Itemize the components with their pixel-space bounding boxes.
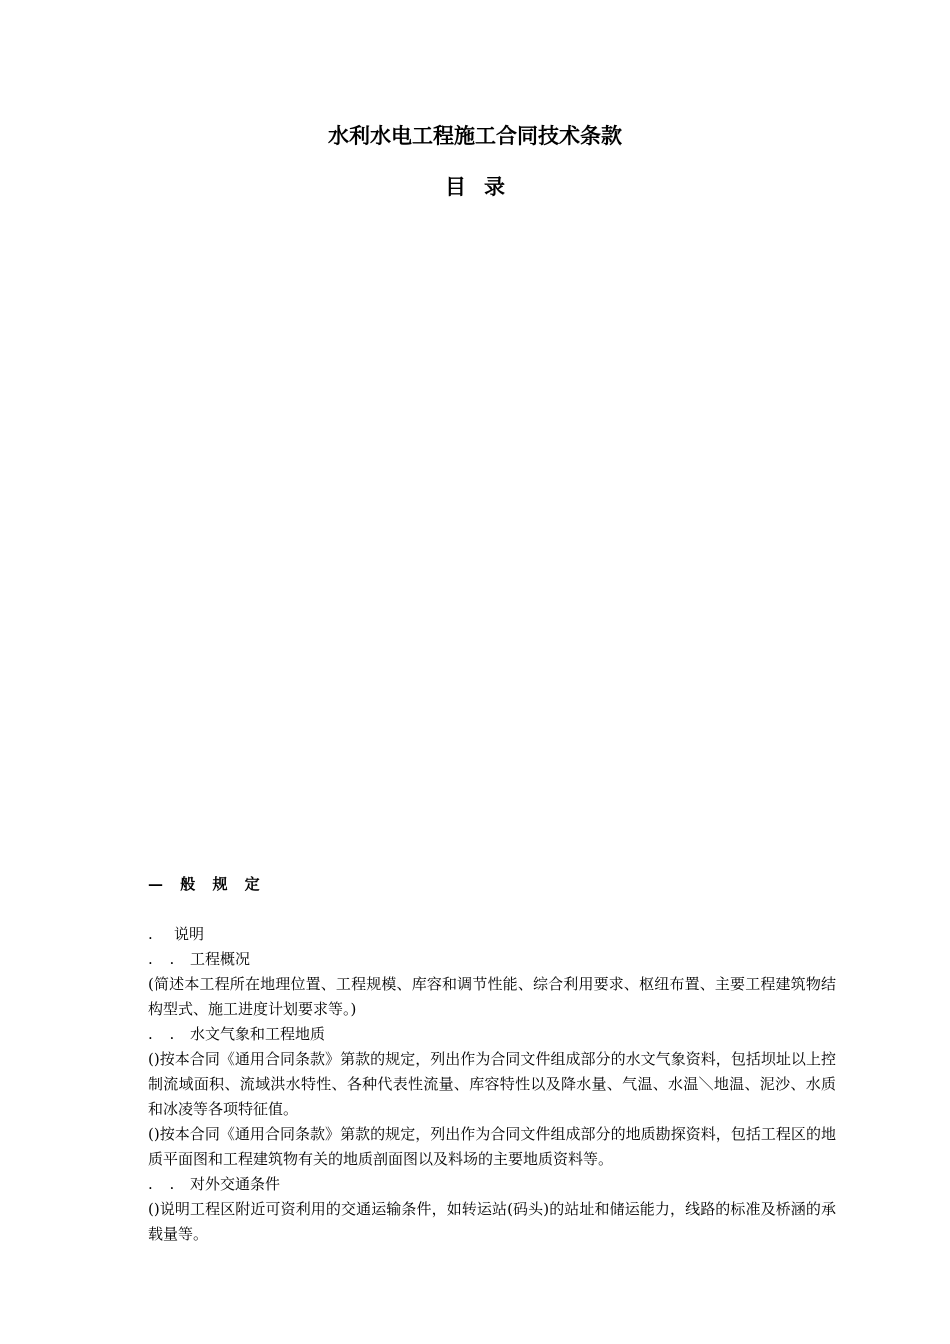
subsection-number: . .: [148, 1025, 181, 1043]
section-number: .: [148, 925, 159, 943]
subsection-heading-overview: [148, 947, 836, 972]
subsection-title: 工程概况: [190, 950, 251, 968]
subsection-number: . .: [148, 950, 181, 968]
chapter-heading: — 般 规 定: [148, 875, 266, 893]
paragraph-hydrology-data: ()按本合同《通用合同条款》第款的规定，列出作为合同文件组成部分的水文气象资料，包括坝址以上控制流域面积、流域洪水特性、各种代表性流量、库容特性以及降水量、气温、水温＼地温、泥沙、水质和冰凌等各项特征值。: [148, 1050, 836, 1118]
subsection-title: 水文气象和工程地质: [190, 1025, 326, 1043]
document-title: 水利水电工程施工合同技术条款: [328, 124, 622, 148]
section-heading-description: [148, 922, 836, 947]
subsection-heading-hydrology: [148, 1022, 836, 1047]
table-of-contents-title: 目录: [445, 175, 523, 199]
subsection-number: . .: [148, 1175, 181, 1193]
paragraph-transport-conditions: ()说明工程区附近可资利用的交通运输条件，如转运站(码头)的站址和储运能力，线路的标准及桥涵的承载量等。: [148, 1200, 836, 1243]
paragraph-geology-data: ()按本合同《通用合同条款》第款的规定，列出作为合同文件组成部分的地质勘探资料，包括工程区的地质平面图和工程建筑物有关的地质剖面图以及料场的主要地质资料等。: [148, 1125, 836, 1168]
paragraph-project-overview: (简述本工程所在地理位置、工程规模、库容和调节性能、综合利用要求、枢纽布置、主要工程建筑物结构型式、施工进度计划要求等。): [148, 975, 836, 1018]
document-body: [148, 922, 836, 1247]
subsection-title: 对外交通条件: [190, 1175, 281, 1193]
section-title: 说明: [174, 925, 205, 943]
subsection-heading-transport: [148, 1172, 836, 1197]
